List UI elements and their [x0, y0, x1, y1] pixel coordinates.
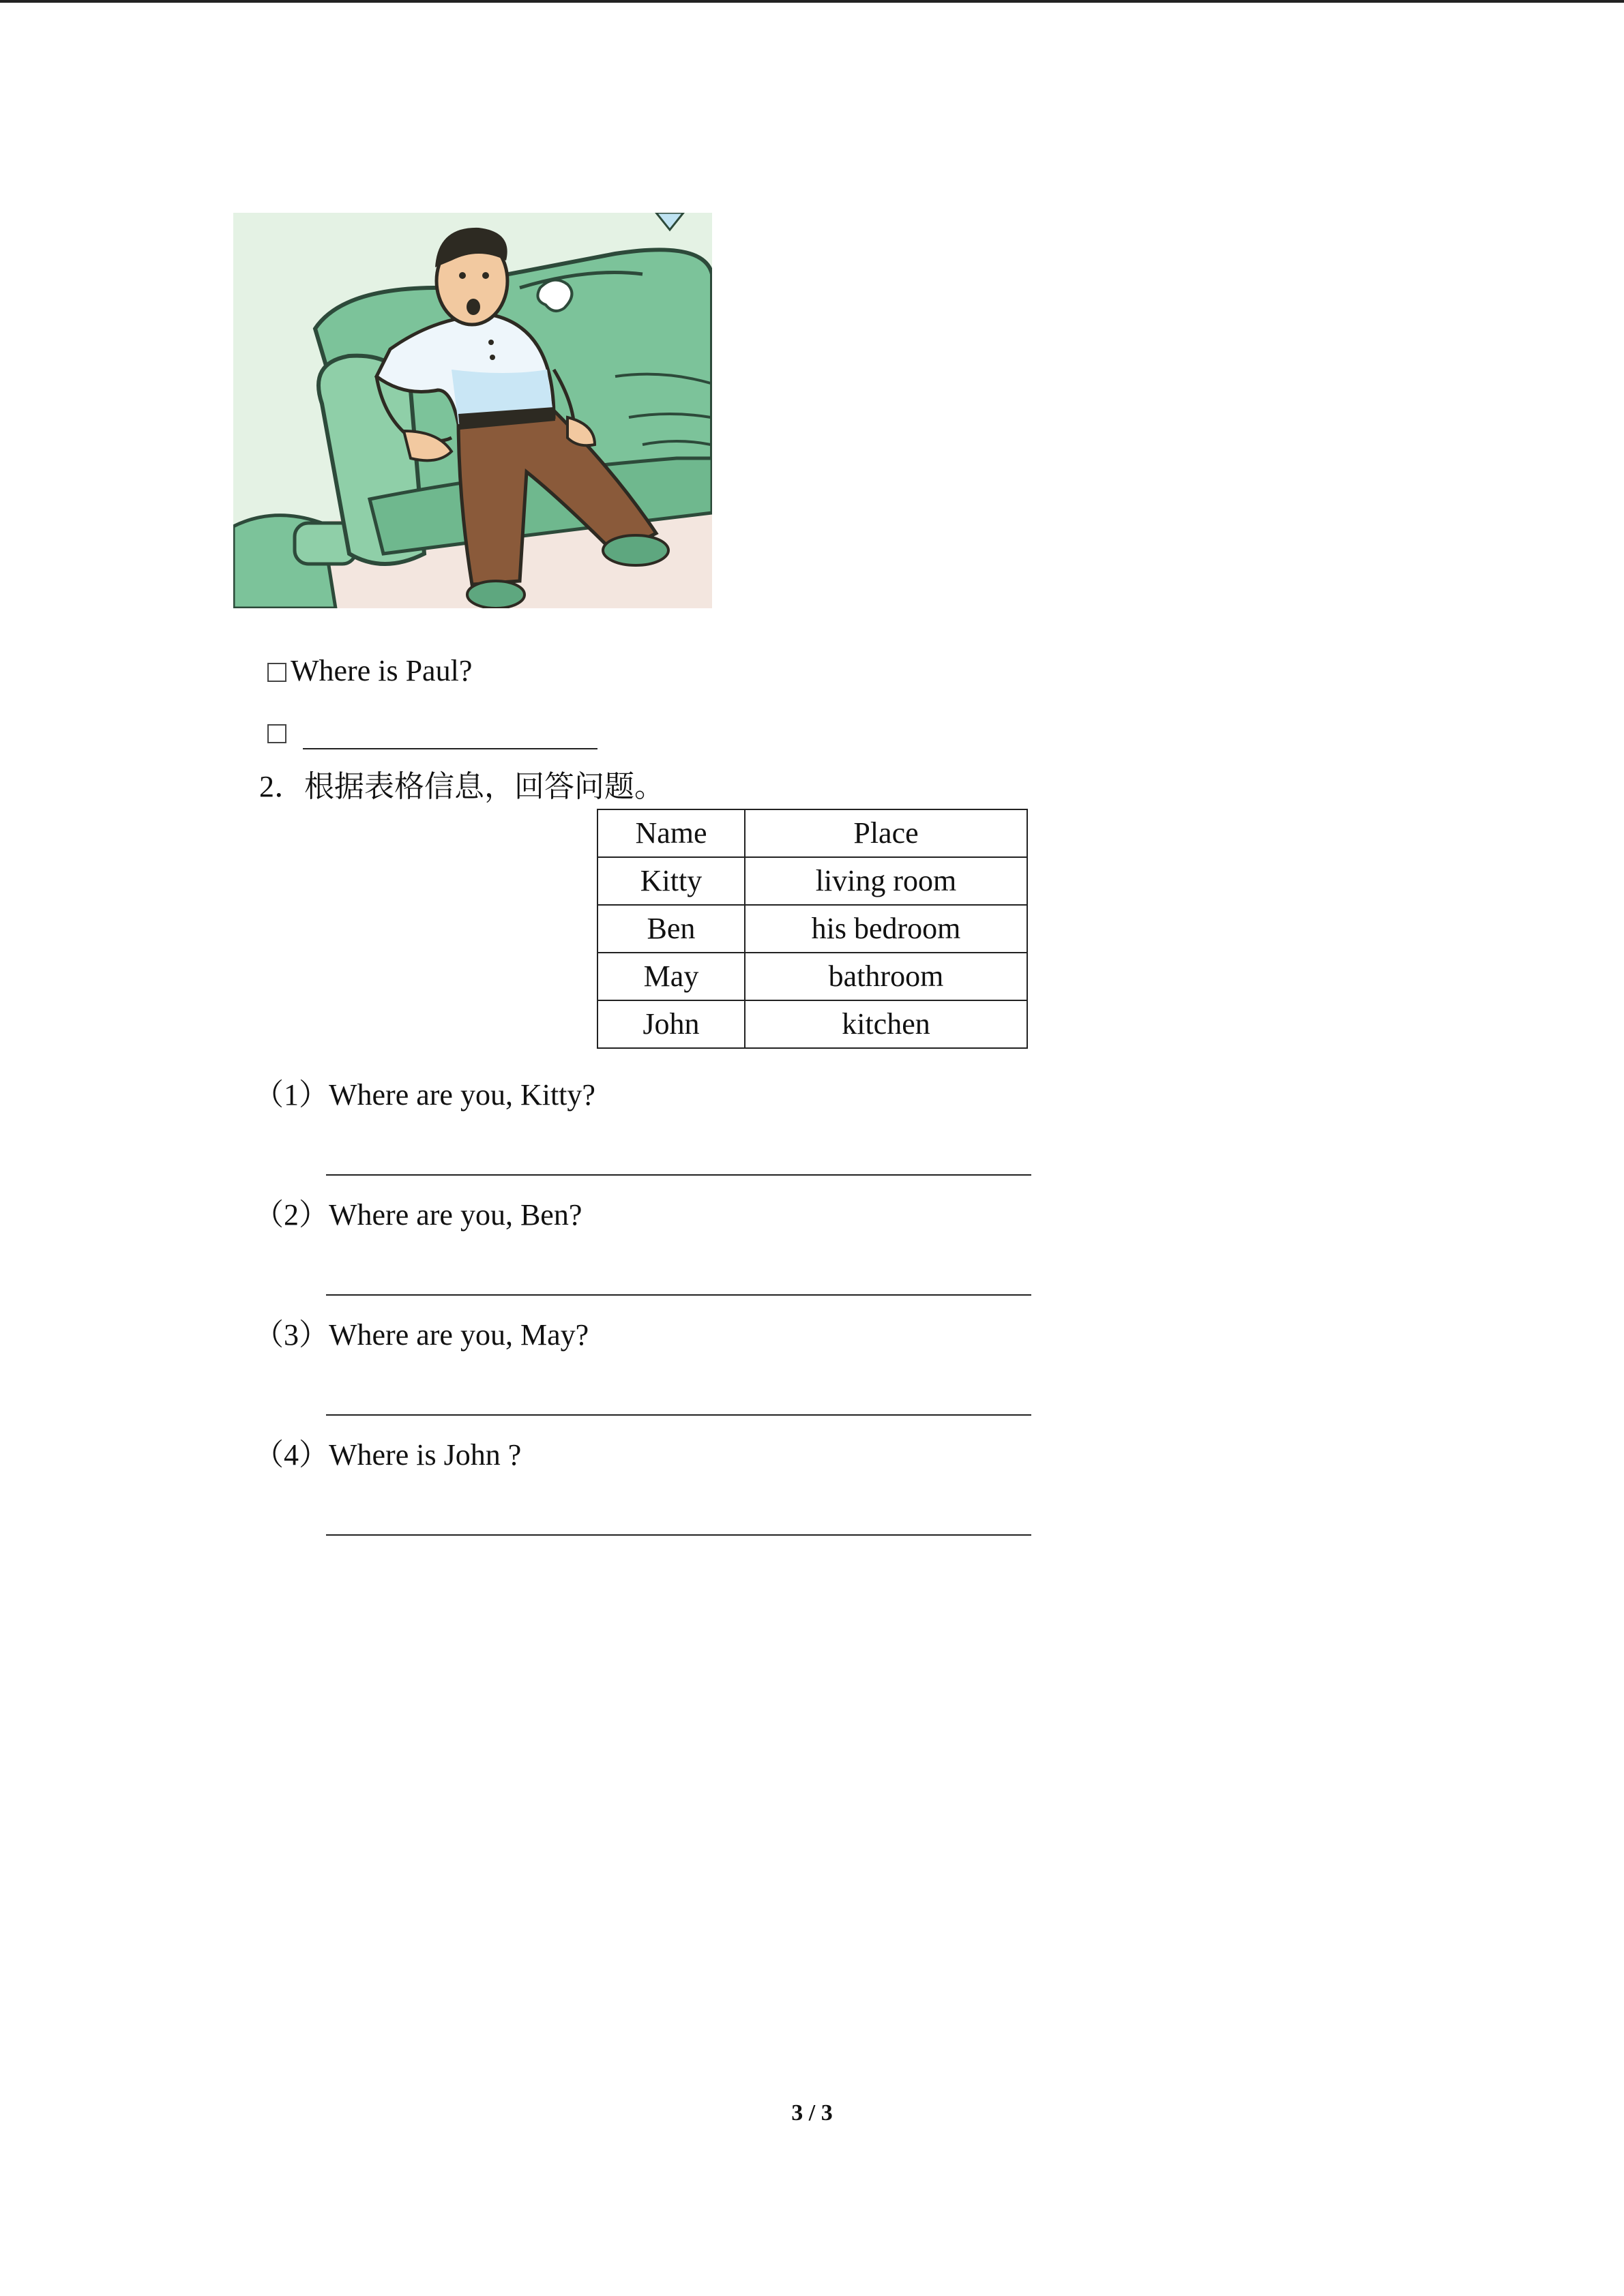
answer-blank-2[interactable] [326, 1294, 1031, 1296]
answer-blank-3[interactable] [326, 1414, 1031, 1416]
question-text: Where is Paul? [291, 654, 473, 687]
answer-blank-paul[interactable] [303, 748, 597, 749]
table-header-place: Place [745, 809, 1027, 857]
exercise-2-instruction: 2．根据表格信息，回答问题。 [259, 770, 664, 803]
table-cell-name: John [597, 1000, 745, 1048]
table-cell-name: May [597, 953, 745, 1000]
table-cell-place: bathroom [745, 953, 1027, 1000]
question-3: （3）Where are you, May? [254, 1318, 589, 1352]
question-2: （2）Where are you, Ben? [254, 1198, 582, 1232]
paul-on-sofa-illustration [233, 213, 712, 608]
answer-blank-4[interactable] [326, 1534, 1031, 1536]
table-cell-place: living room [745, 857, 1027, 905]
answer-blank-1[interactable] [326, 1174, 1031, 1176]
sofa-scene-image [233, 213, 712, 608]
page-number: 3 / 3 [791, 2100, 833, 2126]
table-header-row [597, 809, 1027, 857]
question-4: （4）Where is John ? [254, 1438, 522, 1472]
table-header-name: Name [597, 809, 745, 857]
table-cell-name: Ben [597, 905, 745, 953]
table-row [597, 953, 1027, 1000]
table-cell-name: Kitty [597, 857, 745, 905]
table-row [597, 1000, 1027, 1048]
name-place-table [597, 809, 1028, 1049]
checkbox-icon[interactable] [267, 663, 286, 682]
table-cell-place: his bedroom [745, 905, 1027, 953]
table-row [597, 905, 1027, 953]
answer-row-paul [267, 713, 291, 751]
table-cell-place: kitchen [745, 1000, 1027, 1048]
question-where-is-paul [267, 652, 472, 690]
checkbox-icon[interactable] [267, 724, 286, 743]
question-1: （1）Where are you, Kitty? [254, 1078, 595, 1112]
page-top-border [0, 0, 1624, 3]
table-row [597, 857, 1027, 905]
